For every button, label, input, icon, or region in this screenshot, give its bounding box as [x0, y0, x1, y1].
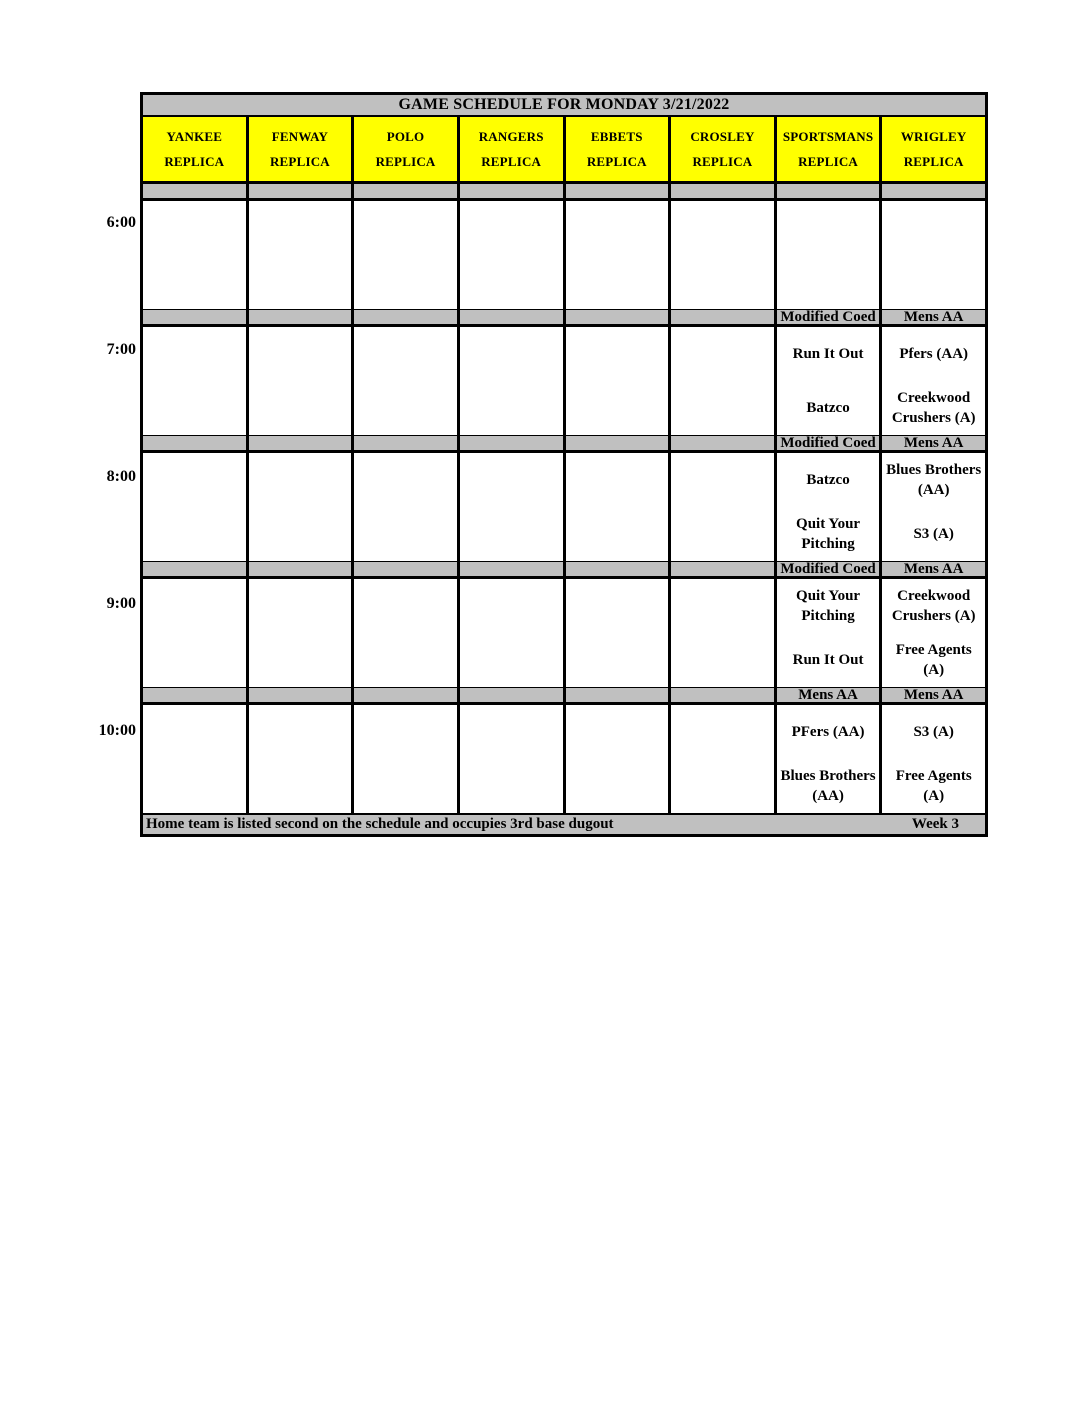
- division-label: [777, 184, 883, 198]
- division-label: [671, 562, 777, 576]
- schedule-table: [140, 92, 988, 837]
- field-name: WRIGLEY: [900, 129, 967, 144]
- away-team: [566, 327, 669, 381]
- away-team: [354, 579, 457, 633]
- field-subname: REPLICA: [903, 154, 964, 169]
- home-team: [354, 759, 457, 813]
- game-cell: [671, 579, 777, 687]
- game-cell: [460, 705, 566, 813]
- division-label: [671, 184, 777, 198]
- home-team: [671, 507, 774, 561]
- game-cell: [671, 705, 777, 813]
- away-team: [460, 201, 563, 255]
- time-label: 10:00: [98, 722, 136, 739]
- game-cell: [882, 201, 985, 309]
- game-cell: [249, 201, 355, 309]
- field-header-ebbets: [566, 117, 672, 181]
- home-team: [143, 381, 246, 435]
- away-team: [143, 453, 246, 507]
- away-team: [460, 579, 563, 633]
- game-cell: [671, 453, 777, 561]
- schedule-body: [143, 183, 985, 813]
- home-team: [566, 507, 669, 561]
- division-label: [143, 184, 249, 198]
- game-cell: [354, 201, 460, 309]
- division-label: [143, 310, 249, 324]
- game-row: [143, 201, 985, 309]
- away-team: [671, 327, 774, 381]
- division-label: [460, 688, 566, 702]
- field-name: FENWAY: [271, 129, 329, 144]
- division-label: [249, 310, 355, 324]
- field-subname: REPLICA: [269, 154, 330, 169]
- division-strip-row: [143, 309, 985, 327]
- home-team: Run It Out: [792, 652, 864, 668]
- home-team: [460, 381, 563, 435]
- home-team: Quit Your Pitching: [796, 516, 861, 552]
- away-team: [566, 705, 669, 759]
- division-label: Modified Coed: [777, 310, 883, 324]
- away-team: S3 (A): [913, 724, 954, 740]
- game-cell: [882, 327, 985, 435]
- division-label: [143, 688, 249, 702]
- home-team: [460, 507, 563, 561]
- away-team: Pfers (AA): [899, 346, 969, 362]
- away-team: [671, 705, 774, 759]
- game-cell: [566, 453, 672, 561]
- field-subname: REPLICA: [692, 154, 753, 169]
- field-subname: REPLICA: [586, 154, 647, 169]
- division-label: [249, 562, 355, 576]
- game-cell: [777, 453, 883, 561]
- time-label: 9:00: [106, 595, 136, 612]
- footer-note: Home team is listed second on the schedule and occupies 3rd base dugout: [146, 816, 614, 832]
- game-cell: [777, 579, 883, 687]
- game-cell: [460, 453, 566, 561]
- game-cell: [777, 327, 883, 435]
- home-team: [143, 633, 246, 687]
- division-label: [566, 688, 672, 702]
- away-team: [143, 327, 246, 381]
- away-team: Creekwood Crushers (A): [891, 588, 976, 624]
- game-row: [143, 579, 985, 687]
- division-label: Mens AA: [882, 688, 985, 702]
- division-label: Mens AA: [882, 436, 985, 450]
- home-team: [460, 633, 563, 687]
- away-team: [143, 705, 246, 759]
- division-label: [566, 436, 672, 450]
- away-team: [249, 327, 352, 381]
- game-cell: [882, 579, 985, 687]
- home-team: [249, 633, 352, 687]
- game-cell: [143, 579, 249, 687]
- division-label: [354, 310, 460, 324]
- away-team: Quit Your Pitching: [796, 588, 861, 624]
- away-team: [566, 201, 669, 255]
- division-label: [460, 310, 566, 324]
- division-strip-row: [143, 183, 985, 201]
- away-team: [249, 579, 352, 633]
- game-cell: [354, 453, 460, 561]
- division-label: [460, 184, 566, 198]
- division-label: [566, 184, 672, 198]
- away-team: [777, 201, 880, 255]
- away-team: [249, 705, 352, 759]
- game-cell: [143, 201, 249, 309]
- field-name: SPORTSMANS: [782, 129, 874, 144]
- time-label: 6:00: [106, 214, 136, 231]
- footer-row: [143, 813, 985, 834]
- division-label: [671, 688, 777, 702]
- game-cell: [777, 705, 883, 813]
- division-label: Modified Coed: [777, 436, 883, 450]
- division-label: [354, 436, 460, 450]
- game-cell: [249, 453, 355, 561]
- division-label: [882, 184, 985, 198]
- field-header-fenway: [249, 117, 355, 181]
- game-cell: [671, 201, 777, 309]
- field-name: YANKEE: [166, 129, 223, 144]
- away-team: [249, 453, 352, 507]
- away-team: [143, 201, 246, 255]
- division-label: [671, 310, 777, 324]
- game-row: [143, 453, 985, 561]
- away-team: [460, 453, 563, 507]
- away-team: [354, 453, 457, 507]
- division-label: [143, 562, 249, 576]
- home-team: [354, 633, 457, 687]
- field-header-polo: [354, 117, 460, 181]
- away-team: [249, 201, 352, 255]
- home-team: [566, 633, 669, 687]
- division-label: [460, 562, 566, 576]
- field-subname: REPLICA: [481, 154, 542, 169]
- field-header-wrigley: [882, 117, 985, 181]
- game-row: [143, 705, 985, 813]
- away-team: [460, 327, 563, 381]
- home-team: [460, 759, 563, 813]
- away-team: [671, 201, 774, 255]
- home-team: [143, 255, 246, 309]
- away-team: [143, 579, 246, 633]
- field-name: CROSLEY: [690, 129, 755, 144]
- home-team: [354, 507, 457, 561]
- home-team: [777, 255, 880, 309]
- division-label: [249, 688, 355, 702]
- division-label: [249, 436, 355, 450]
- game-cell: [566, 705, 672, 813]
- away-team: [671, 579, 774, 633]
- division-label: [354, 688, 460, 702]
- field-header-rangers: [460, 117, 566, 181]
- division-label: [566, 562, 672, 576]
- away-team: [566, 453, 669, 507]
- game-cell: [143, 453, 249, 561]
- away-team: [354, 327, 457, 381]
- game-cell: [354, 579, 460, 687]
- away-team: [671, 453, 774, 507]
- away-team: [354, 705, 457, 759]
- game-cell: [566, 579, 672, 687]
- game-cell: [566, 327, 672, 435]
- division-strip-row: [143, 435, 985, 453]
- away-team: [882, 201, 985, 255]
- time-label: 7:00: [106, 341, 136, 358]
- home-team: [249, 255, 352, 309]
- game-cell: [249, 579, 355, 687]
- game-cell: [143, 327, 249, 435]
- home-team: [249, 759, 352, 813]
- game-cell: [671, 327, 777, 435]
- game-cell: [460, 327, 566, 435]
- away-team: Batzco: [806, 472, 850, 488]
- game-cell: [460, 579, 566, 687]
- home-team: [671, 633, 774, 687]
- division-label: [249, 184, 355, 198]
- division-label: [460, 436, 566, 450]
- home-team: [460, 255, 563, 309]
- home-team: [566, 759, 669, 813]
- game-cell: [249, 327, 355, 435]
- home-team: S3 (A): [913, 526, 954, 542]
- home-team: [671, 381, 774, 435]
- week-label: Week 3: [911, 816, 959, 832]
- division-strip-row: [143, 687, 985, 705]
- away-team: Run It Out: [792, 346, 864, 362]
- field-header-yankee: [143, 117, 249, 181]
- home-team: [143, 507, 246, 561]
- field-subname: REPLICA: [798, 154, 859, 169]
- home-team: [671, 759, 774, 813]
- home-team: [354, 381, 457, 435]
- division-label: [354, 184, 460, 198]
- away-team: [354, 201, 457, 255]
- division-label: Mens AA: [882, 310, 985, 324]
- division-strip-row: [143, 561, 985, 579]
- division-label: [354, 562, 460, 576]
- home-team: [354, 255, 457, 309]
- game-row: [143, 327, 985, 435]
- home-team: [671, 255, 774, 309]
- field-subname: REPLICA: [375, 154, 436, 169]
- home-team: [882, 255, 985, 309]
- game-cell: [249, 705, 355, 813]
- game-cell: [882, 453, 985, 561]
- division-label: [566, 310, 672, 324]
- game-cell: [882, 705, 985, 813]
- field-header-sportsmans: [777, 117, 883, 181]
- field-header-crosley: [671, 117, 777, 181]
- home-team: Blues Brothers (AA): [780, 768, 876, 804]
- game-cell: [777, 201, 883, 309]
- away-team: [460, 705, 563, 759]
- away-team: PFers (AA): [791, 724, 865, 740]
- game-cell: [143, 705, 249, 813]
- home-team: Batzco: [806, 400, 850, 416]
- home-team: [566, 255, 669, 309]
- division-label: Modified Coed: [777, 562, 883, 576]
- division-label: [143, 436, 249, 450]
- game-cell: [566, 201, 672, 309]
- home-team: [566, 381, 669, 435]
- home-team: [249, 381, 352, 435]
- away-team: [566, 579, 669, 633]
- division-label: Mens AA: [882, 562, 985, 576]
- field-name: RANGERS: [478, 129, 544, 144]
- away-team: Blues Brothers (AA): [886, 462, 982, 498]
- home-team: [143, 759, 246, 813]
- division-label: [671, 436, 777, 450]
- division-label: Mens AA: [777, 688, 883, 702]
- game-cell: [354, 327, 460, 435]
- home-team: Free Agents (A): [895, 768, 972, 804]
- schedule-title: GAME SCHEDULE FOR MONDAY 3/21/2022: [143, 95, 985, 117]
- home-team: Creekwood Crushers (A): [891, 390, 976, 426]
- field-name: POLO: [386, 129, 425, 144]
- field-name: EBBETS: [590, 129, 643, 144]
- game-cell: [354, 705, 460, 813]
- game-cell: [460, 201, 566, 309]
- field-header-row: [143, 117, 985, 183]
- home-team: [249, 507, 352, 561]
- field-subname: REPLICA: [164, 154, 225, 169]
- home-team: Free Agents (A): [895, 642, 972, 678]
- time-label: 8:00: [106, 468, 136, 485]
